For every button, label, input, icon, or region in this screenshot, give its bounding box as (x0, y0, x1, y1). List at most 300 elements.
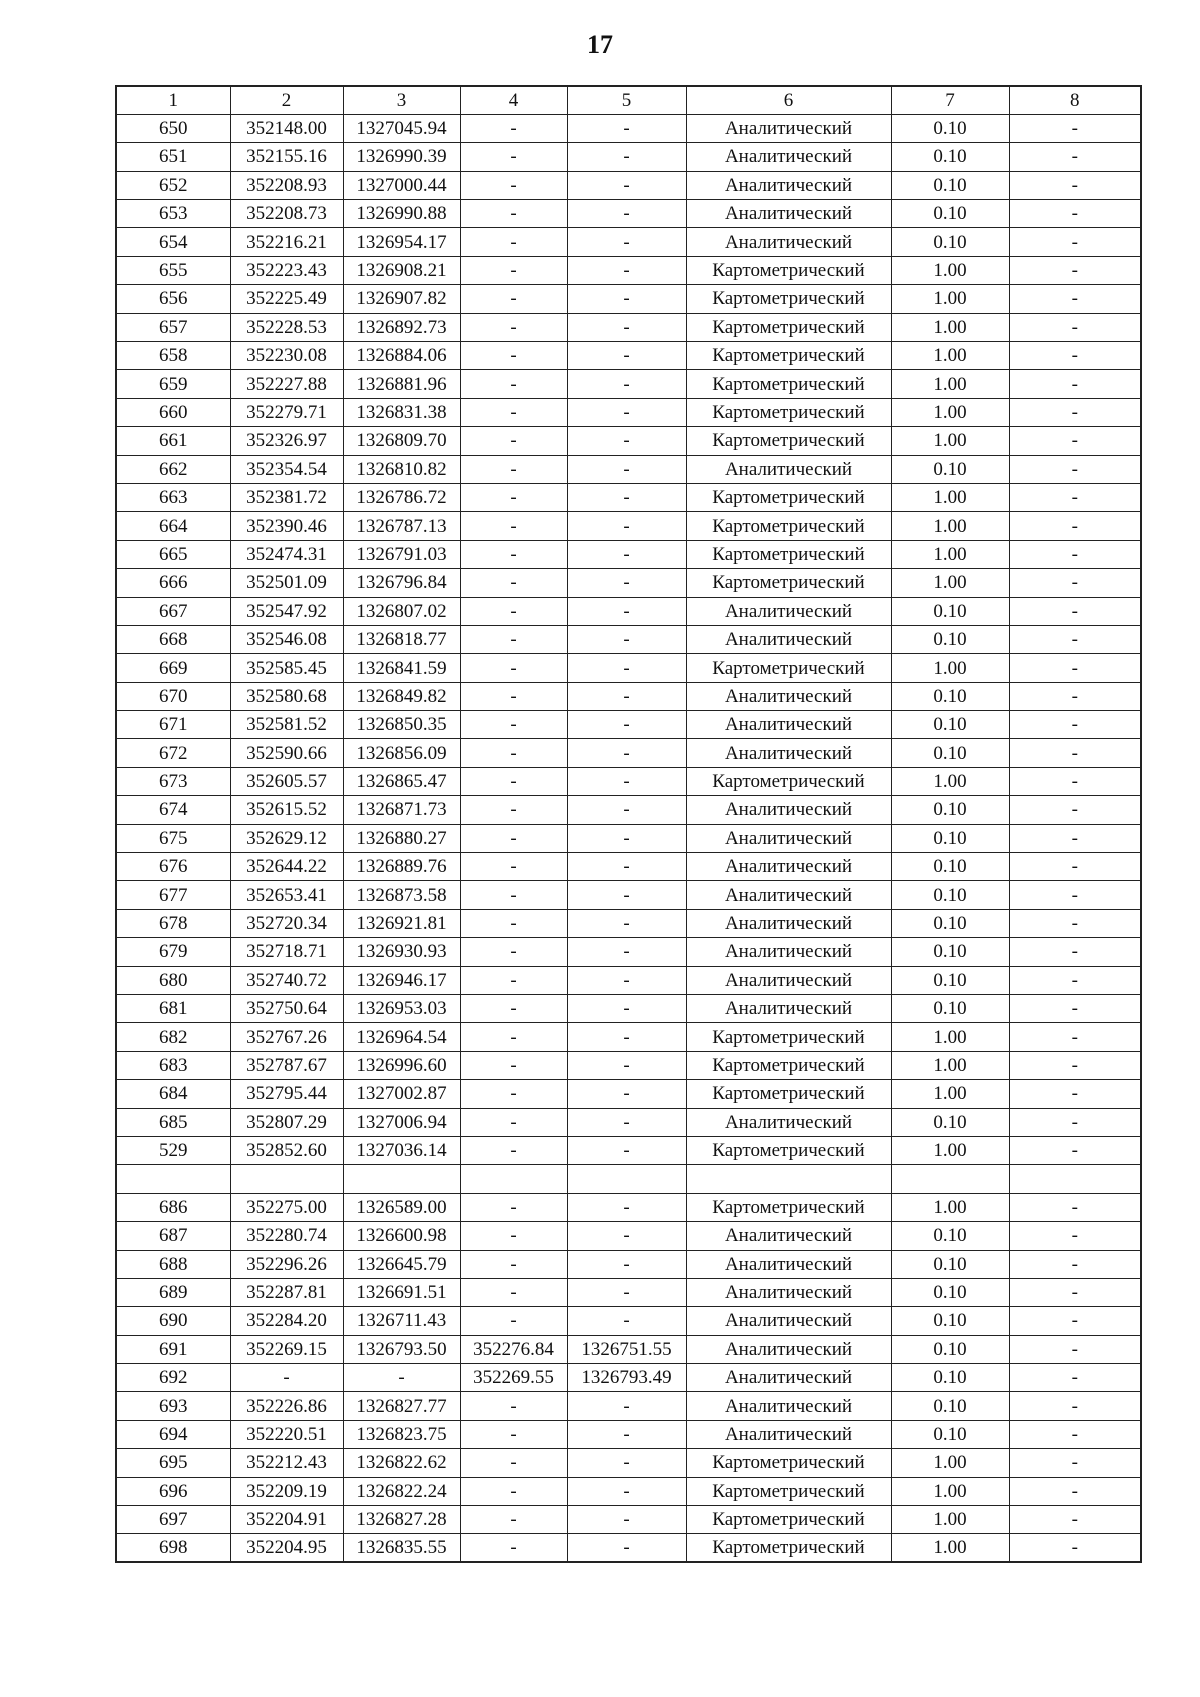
table-cell: 1.00 (891, 427, 1009, 455)
table-cell: - (567, 1392, 686, 1420)
table-row (116, 228, 1141, 256)
table-cell: 1.00 (891, 370, 1009, 398)
table-cell: 694 (116, 1420, 230, 1448)
table-row (116, 739, 1141, 767)
table-cell: - (1009, 1364, 1141, 1392)
table-cell: 0.10 (891, 1222, 1009, 1250)
table-cell: 695 (116, 1449, 230, 1477)
table-cell: - (1009, 398, 1141, 426)
table-cell: - (1009, 114, 1141, 142)
table-cell: 352148.00 (230, 114, 343, 142)
table-cell: - (460, 569, 567, 597)
table-cell: 352750.64 (230, 995, 343, 1023)
table-cell: - (460, 483, 567, 511)
table-cell: Картометрический (686, 313, 891, 341)
table-cell: 689 (116, 1278, 230, 1306)
table-cell: 352227.88 (230, 370, 343, 398)
table-row (116, 114, 1141, 142)
table-cell: 352580.68 (230, 682, 343, 710)
table-cell: 1.00 (891, 512, 1009, 540)
table-cell: - (460, 1307, 567, 1335)
table-cell: - (567, 171, 686, 199)
table-cell: 672 (116, 739, 230, 767)
table-cell: 682 (116, 1023, 230, 1051)
table-cell: - (460, 1136, 567, 1164)
table-cell: - (1009, 966, 1141, 994)
column-header: 1 (116, 86, 230, 114)
table-cell: - (1009, 569, 1141, 597)
table-cell: Картометрический (686, 767, 891, 795)
table-cell: Аналитический (686, 711, 891, 739)
table-cell: - (460, 682, 567, 710)
table-cell: 1326835.55 (343, 1534, 460, 1562)
table-cell: 352585.45 (230, 654, 343, 682)
table-row (116, 370, 1141, 398)
table-cell: 1.00 (891, 483, 1009, 511)
table-row (116, 796, 1141, 824)
table-cell: 1326645.79 (343, 1250, 460, 1278)
table-cell: Картометрический (686, 1023, 891, 1051)
table-row (116, 711, 1141, 739)
table-cell: Аналитический (686, 682, 891, 710)
table-cell: - (567, 767, 686, 795)
table-cell: 652 (116, 171, 230, 199)
table-cell (686, 1165, 891, 1193)
table-cell: - (1009, 143, 1141, 171)
table-cell: 0.10 (891, 995, 1009, 1023)
table-cell: 1.00 (891, 1506, 1009, 1534)
table-cell: 352204.95 (230, 1534, 343, 1562)
table-cell: Картометрический (686, 1051, 891, 1079)
table-cell: 650 (116, 114, 230, 142)
table-cell: 352220.51 (230, 1420, 343, 1448)
table-cell: 0.10 (891, 1307, 1009, 1335)
table-cell: 1.00 (891, 1023, 1009, 1051)
table-cell: Картометрический (686, 1449, 891, 1477)
table-cell: - (460, 796, 567, 824)
table-row (116, 1420, 1141, 1448)
table-cell: - (567, 853, 686, 881)
table-cell: - (567, 1080, 686, 1108)
table-cell: 654 (116, 228, 230, 256)
table-cell: 352204.91 (230, 1506, 343, 1534)
table-cell: 1326930.93 (343, 938, 460, 966)
table-cell: Аналитический (686, 171, 891, 199)
table-row (116, 1449, 1141, 1477)
table-cell: Картометрический (686, 1080, 891, 1108)
table-cell: 0.10 (891, 1392, 1009, 1420)
table-cell: - (567, 909, 686, 937)
table-cell: 692 (116, 1364, 230, 1392)
table-cell: Аналитический (686, 1278, 891, 1306)
table-cell: - (1009, 853, 1141, 881)
table-cell: 1326871.73 (343, 796, 460, 824)
table-cell: - (1009, 1392, 1141, 1420)
table-cell: 686 (116, 1193, 230, 1221)
table-cell: 352155.16 (230, 143, 343, 171)
table-cell: - (1009, 711, 1141, 739)
table-cell: 1326996.60 (343, 1051, 460, 1079)
table-cell: 352740.72 (230, 966, 343, 994)
table-cell: 0.10 (891, 824, 1009, 852)
table-cell: - (460, 540, 567, 568)
table-cell: 1.00 (891, 569, 1009, 597)
table-cell: - (460, 285, 567, 313)
table-cell: 352718.71 (230, 938, 343, 966)
table-cell (460, 1165, 567, 1193)
table-cell: 676 (116, 853, 230, 881)
table-cell: Аналитический (686, 796, 891, 824)
table-row (116, 1534, 1141, 1562)
table-cell: 1327000.44 (343, 171, 460, 199)
table-cell: 0.10 (891, 1108, 1009, 1136)
table-cell: 352275.00 (230, 1193, 343, 1221)
table-cell: 0.10 (891, 881, 1009, 909)
table-row (116, 966, 1141, 994)
table-cell: - (460, 1108, 567, 1136)
table-cell: - (567, 143, 686, 171)
table-cell: 352795.44 (230, 1080, 343, 1108)
table-cell: - (567, 711, 686, 739)
table-cell: 696 (116, 1477, 230, 1505)
table-cell: - (460, 200, 567, 228)
table-row (116, 1364, 1141, 1392)
table-cell: 0.10 (891, 1335, 1009, 1363)
table-cell: 0.10 (891, 853, 1009, 881)
table-cell: Картометрический (686, 654, 891, 682)
table-cell: 1326921.81 (343, 909, 460, 937)
table-cell: - (1009, 1278, 1141, 1306)
table-cell: 352354.54 (230, 455, 343, 483)
table-cell: 697 (116, 1506, 230, 1534)
table-cell: - (1009, 540, 1141, 568)
table-cell: - (567, 398, 686, 426)
table-cell: 0.10 (891, 1420, 1009, 1448)
table-cell: 0.10 (891, 966, 1009, 994)
table-cell: 1326823.75 (343, 1420, 460, 1448)
table-cell: - (460, 143, 567, 171)
table-cell: - (567, 1222, 686, 1250)
table-cell: - (1009, 427, 1141, 455)
table-cell: 656 (116, 285, 230, 313)
column-header: 8 (1009, 86, 1141, 114)
column-header: 7 (891, 86, 1009, 114)
table-cell: 1326964.54 (343, 1023, 460, 1051)
table-cell: 1.00 (891, 313, 1009, 341)
table-cell: Аналитический (686, 597, 891, 625)
table-cell: Картометрический (686, 1506, 891, 1534)
table-cell: 352223.43 (230, 256, 343, 284)
table-cell: 352276.84 (460, 1335, 567, 1363)
table-row (116, 1193, 1141, 1221)
table-cell: - (567, 966, 686, 994)
table-cell: 0.10 (891, 228, 1009, 256)
table-cell: 352605.57 (230, 767, 343, 795)
table-cell: 352280.74 (230, 1222, 343, 1250)
table-row (116, 909, 1141, 937)
table-row (116, 427, 1141, 455)
table-cell: - (567, 995, 686, 1023)
table-cell: 668 (116, 625, 230, 653)
table-cell: 691 (116, 1335, 230, 1363)
table-cell: 0.10 (891, 1278, 1009, 1306)
table-cell: - (567, 427, 686, 455)
table-cell: - (460, 625, 567, 653)
table-cell: 1326865.47 (343, 767, 460, 795)
table-cell: 655 (116, 256, 230, 284)
table-cell: 1326849.82 (343, 682, 460, 710)
table-cell: - (567, 739, 686, 767)
table-cell: - (567, 1506, 686, 1534)
table-cell: - (460, 597, 567, 625)
table-cell: - (1009, 370, 1141, 398)
table-cell: 1.00 (891, 256, 1009, 284)
table-cell: - (567, 881, 686, 909)
table-cell: - (460, 654, 567, 682)
table-cell: 352212.43 (230, 1449, 343, 1477)
column-header: 5 (567, 86, 686, 114)
table-row (116, 938, 1141, 966)
table-cell: 1.00 (891, 285, 1009, 313)
table-cell: - (460, 370, 567, 398)
table-cell: - (1009, 1193, 1141, 1221)
table-cell: Аналитический (686, 455, 891, 483)
table-cell: 0.10 (891, 938, 1009, 966)
table-cell: 666 (116, 569, 230, 597)
table-cell: 1.00 (891, 1477, 1009, 1505)
table-cell: - (567, 569, 686, 597)
table-row (116, 654, 1141, 682)
table-cell: 659 (116, 370, 230, 398)
table-cell: - (567, 938, 686, 966)
table-cell: Картометрический (686, 285, 891, 313)
table-cell: 1326827.28 (343, 1506, 460, 1534)
table-cell: 1326881.96 (343, 370, 460, 398)
table-cell: 1.00 (891, 540, 1009, 568)
table-cell: 352296.26 (230, 1250, 343, 1278)
table-cell: - (567, 540, 686, 568)
table-cell (1009, 1165, 1141, 1193)
table-cell: 667 (116, 597, 230, 625)
table-cell: - (567, 342, 686, 370)
table-cell: - (1009, 313, 1141, 341)
table-cell: 690 (116, 1307, 230, 1335)
table-cell: - (1009, 1420, 1141, 1448)
table-cell: - (567, 200, 686, 228)
table-cell: 352208.93 (230, 171, 343, 199)
table-row (116, 1165, 1141, 1193)
table-cell: 0.10 (891, 711, 1009, 739)
table-cell: 352226.86 (230, 1392, 343, 1420)
table-cell: - (567, 1477, 686, 1505)
table-cell: 1.00 (891, 1051, 1009, 1079)
table-cell: - (1009, 483, 1141, 511)
table-cell: 693 (116, 1392, 230, 1420)
table-cell: 0.10 (891, 171, 1009, 199)
table-cell: - (460, 114, 567, 142)
table-row (116, 1335, 1141, 1363)
table-cell: - (1009, 938, 1141, 966)
table-cell: - (567, 114, 686, 142)
table-cell: - (567, 483, 686, 511)
table-cell: - (1009, 228, 1141, 256)
table-cell: - (567, 1193, 686, 1221)
table-cell: - (460, 767, 567, 795)
table-row (116, 682, 1141, 710)
table-cell: Аналитический (686, 909, 891, 937)
table-cell: Аналитический (686, 853, 891, 881)
table-row (116, 342, 1141, 370)
table-cell: - (1009, 824, 1141, 852)
table-cell: Аналитический (686, 1222, 891, 1250)
table-cell: Аналитический (686, 1250, 891, 1278)
table-cell: - (1009, 625, 1141, 653)
table-cell: - (460, 881, 567, 909)
table-cell: 1.00 (891, 342, 1009, 370)
table-cell: - (1009, 512, 1141, 540)
table-cell: 1326787.13 (343, 512, 460, 540)
table-cell: 681 (116, 995, 230, 1023)
table-cell: - (1009, 1023, 1141, 1051)
table-cell: 1326841.59 (343, 654, 460, 682)
table-cell: 653 (116, 200, 230, 228)
table-cell: 1326791.03 (343, 540, 460, 568)
table-cell: - (460, 824, 567, 852)
table-cell: - (567, 1108, 686, 1136)
table-cell: 685 (116, 1108, 230, 1136)
table-cell: 665 (116, 540, 230, 568)
table-cell: - (567, 455, 686, 483)
table-row (116, 256, 1141, 284)
table-cell: 1327036.14 (343, 1136, 460, 1164)
table-cell: 352381.72 (230, 483, 343, 511)
table-cell: 680 (116, 966, 230, 994)
table-cell: Аналитический (686, 625, 891, 653)
table-cell: 0.10 (891, 200, 1009, 228)
table-cell (230, 1165, 343, 1193)
table-cell (343, 1165, 460, 1193)
table-cell: - (567, 1051, 686, 1079)
table-cell: 1326827.77 (343, 1392, 460, 1420)
table-cell: Аналитический (686, 739, 891, 767)
table-cell: - (1009, 909, 1141, 937)
table-cell: 352225.49 (230, 285, 343, 313)
table-cell: 352590.66 (230, 739, 343, 767)
table-row (116, 200, 1141, 228)
table-row (116, 313, 1141, 341)
table-cell: 1326796.84 (343, 569, 460, 597)
table-cell: - (460, 1278, 567, 1306)
table-cell: - (460, 342, 567, 370)
table-row (116, 171, 1141, 199)
table-cell: - (567, 1023, 686, 1051)
table-cell: - (460, 171, 567, 199)
table-cell: 1326907.82 (343, 285, 460, 313)
table-cell: Аналитический (686, 1392, 891, 1420)
table-cell: Картометрический (686, 540, 891, 568)
table-cell: - (1009, 995, 1141, 1023)
table-cell: - (567, 682, 686, 710)
table-row (116, 1250, 1141, 1278)
table-cell: Аналитический (686, 995, 891, 1023)
table-cell: Аналитический (686, 824, 891, 852)
table-cell: 352326.97 (230, 427, 343, 455)
table-cell: Аналитический (686, 966, 891, 994)
table-cell: - (567, 228, 686, 256)
table-cell: 1326856.09 (343, 739, 460, 767)
table-row (116, 767, 1141, 795)
table-cell: Картометрический (686, 483, 891, 511)
table-cell: - (567, 370, 686, 398)
table-cell: 1.00 (891, 1534, 1009, 1562)
table-cell: 352474.31 (230, 540, 343, 568)
table-cell: - (1009, 682, 1141, 710)
table-cell: Аналитический (686, 143, 891, 171)
table-cell: - (460, 1051, 567, 1079)
table-cell: 1327045.94 (343, 114, 460, 142)
table-cell: 1.00 (891, 1080, 1009, 1108)
table-cell: 1326946.17 (343, 966, 460, 994)
table-cell: - (460, 1477, 567, 1505)
table-cell: Картометрический (686, 370, 891, 398)
table-cell: 1326990.88 (343, 200, 460, 228)
table-cell: - (567, 796, 686, 824)
table-cell: - (460, 1023, 567, 1051)
table-cell: - (460, 1193, 567, 1221)
table-cell: 352807.29 (230, 1108, 343, 1136)
table-cell: 352720.34 (230, 909, 343, 937)
table-row (116, 1051, 1141, 1079)
table-cell: - (460, 1449, 567, 1477)
table-row (116, 1307, 1141, 1335)
table-cell: Картометрический (686, 1193, 891, 1221)
table-cell: 352208.73 (230, 200, 343, 228)
table-cell: 1326810.82 (343, 455, 460, 483)
table-cell: Картометрический (686, 1136, 891, 1164)
table-cell: 663 (116, 483, 230, 511)
table-cell: 1326908.21 (343, 256, 460, 284)
table-cell: - (1009, 1335, 1141, 1363)
table-row (116, 1023, 1141, 1051)
table-row (116, 824, 1141, 852)
table-cell: - (567, 1420, 686, 1448)
table-cell (116, 1165, 230, 1193)
table-cell: - (567, 256, 686, 284)
table-cell: 1.00 (891, 1136, 1009, 1164)
table-cell: 1326990.39 (343, 143, 460, 171)
table-cell: - (567, 1250, 686, 1278)
table-cell: 660 (116, 398, 230, 426)
table-cell: 1326807.02 (343, 597, 460, 625)
table-body (116, 114, 1141, 1562)
table-cell: 1326809.70 (343, 427, 460, 455)
table-cell: 1326831.38 (343, 398, 460, 426)
table-row (116, 540, 1141, 568)
table-cell: - (567, 1136, 686, 1164)
table-cell: 352209.19 (230, 1477, 343, 1505)
table-cell: 684 (116, 1080, 230, 1108)
table-row (116, 1222, 1141, 1250)
table-cell: - (460, 512, 567, 540)
table-row (116, 143, 1141, 171)
table-cell: 0.10 (891, 114, 1009, 142)
table-cell: - (567, 313, 686, 341)
table-cell: - (1009, 739, 1141, 767)
table-cell: - (460, 1222, 567, 1250)
table-row (116, 483, 1141, 511)
table-cell: - (460, 711, 567, 739)
table-row (116, 285, 1141, 313)
